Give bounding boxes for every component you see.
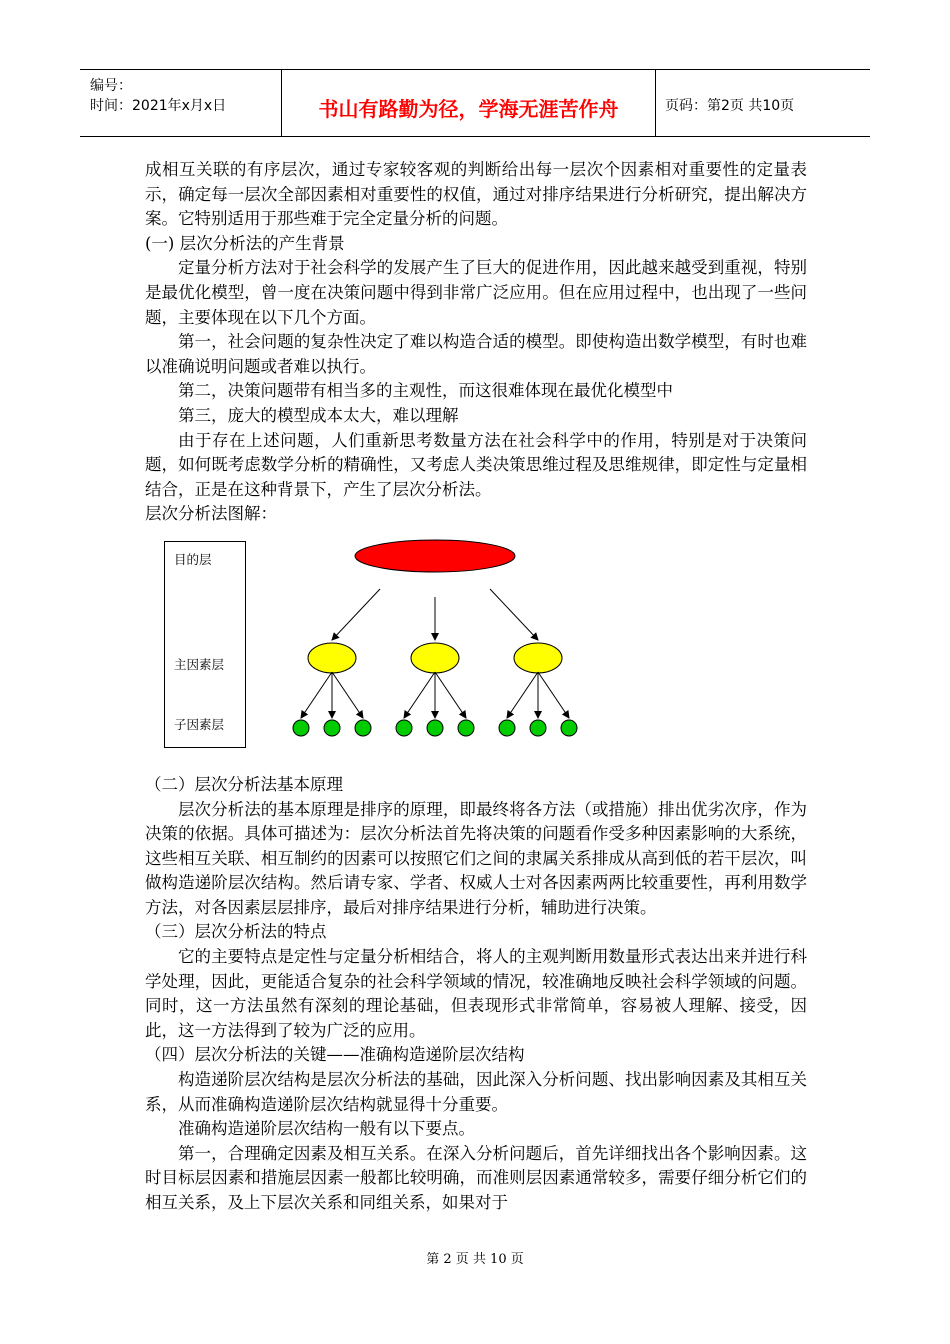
hierarchy-diagram [164, 537, 624, 752]
time-label: 时间：2021年x月x日 [90, 98, 227, 114]
paragraph: 准确构造递阶层次结构一般有以下要点。 [178, 1119, 475, 1139]
number-label: 编号： [90, 78, 132, 94]
hierarchy-graphic [164, 537, 624, 752]
header-divider [655, 70, 656, 136]
arrow [490, 589, 538, 640]
main-factor-layer-label: 主因素层 [174, 657, 225, 672]
arrow [435, 672, 466, 718]
main-to-sub-arrows [301, 672, 569, 718]
section-heading: （三）层次分析法的特点 [145, 922, 327, 942]
goal-layer-label: 目的层 [174, 552, 212, 567]
paragraph: 由于存在上述问题，人们重新思考数量方法在社会科学中的作用，特别是对于决策问题，如何既考虑数学分析的精确性，又考虑人类决策思维过程及思维规律，即定性与定量相结合，正是在这种背景下，产生了层次分析法。 [145, 430, 807, 499]
diagram-caption: 层次分析法图解： [145, 504, 277, 524]
paragraph: 构造递阶层次结构是层次分析法的基础，因此深入分析问题、找出影响因素及其相互关系，从而准确构造递阶层次结构就显得十分重要。 [145, 1070, 807, 1114]
section-heading: （二）层次分析法基本原理 [145, 774, 343, 794]
arrow [332, 672, 363, 718]
paragraph: 第二，决策问题带有相当多的主观性，而这很难体现在最优化模型中 [178, 381, 673, 401]
section-heading: （四）层次分析法的关键——准确构造递阶层次结构 [145, 1045, 525, 1065]
sub-factor-layer-label: 子因素层 [174, 717, 225, 732]
paragraph: 第一，合理确定因素及相互关系。在深入分析问题后，首先详细找出各个影响因素。这时目标层因素和措施层因素一般都比较明确，而准则层因素通常较多，需要仔细分析它们的相互关系，及上下层次关系和同组关系，如果对于 [145, 1143, 807, 1212]
arrow [507, 672, 538, 718]
paragraph: 成相互关联的有序层次，通过专家较客观的判断给出每一层次个因素相对重要性的定量表示，确定每一层次全部因素相对重要性的权值，通过对排序结果进行分析研究，提出解决方案。它特别适用于那些难于完全定量分析的问题。 [145, 160, 807, 229]
page-header [80, 69, 870, 137]
page-footer: 第 2 页 共 10 页 [426, 1252, 524, 1267]
sub-factor-node [499, 720, 515, 736]
arrow [538, 672, 569, 718]
sub-factor-node [427, 720, 443, 736]
main-factor-node [308, 643, 356, 673]
header-meta [90, 76, 226, 116]
arrow [404, 672, 435, 718]
main-factor-node [514, 643, 562, 673]
goal-node [355, 540, 515, 572]
arrow [332, 589, 380, 640]
sub-factor-node [561, 720, 577, 736]
section-heading: (一) 层次分析法的产生背景 [145, 233, 345, 253]
sub-factor-node [324, 720, 340, 736]
main-factor-node [411, 643, 459, 673]
sub-factor-node [355, 720, 371, 736]
sub-factor-node [396, 720, 412, 736]
paragraph: 定量分析方法对于社会科学的发展产生了巨大的促进作用，因此越来越受到重视，特别是最优化模型，曾一度在决策问题中得到非常广泛应用。但在应用过程中，也出现了一些问题，主要体现在以下几个方面。 [145, 258, 807, 327]
paragraph: 第三，庞大的模型成本太大，难以理解 [178, 405, 459, 425]
header-motto: 书山有路勤为径，学海无涯苦作舟 [318, 97, 619, 121]
goal-to-main-arrows [332, 589, 538, 640]
header-page-info: 页码：第2页 共10页 [665, 98, 795, 114]
sub-factor-nodes [293, 720, 577, 736]
sub-factor-node [293, 720, 309, 736]
main-factor-nodes [308, 643, 562, 673]
paragraph: 它的主要特点是定性与定量分析相结合，将人的主观判断用数量形式表达出来并进行科学处理，因此，更能适合复杂的社会科学领域的情况，较准确地反映社会科学领域的问题。同时，这一方法虽然有深刻的理论基础，但表现形式非常简单，容易被人理解、接受，因此，这一方法得到了较为广泛的应用。 [145, 947, 807, 1040]
arrow [301, 672, 332, 718]
sub-factor-node [458, 720, 474, 736]
sub-factor-node [530, 720, 546, 736]
paragraph: 第一，社会问题的复杂性决定了难以构造合适的模型。即使构造出数学模型，有时也难以准确说明问题或者难以执行。 [145, 332, 807, 376]
paragraph: 层次分析法的基本原理是排序的原理，即最终将各方法（或措施）排出优劣次序，作为决策的依据。具体可描述为：层次分析法首先将决策的问题看作受多种因素影响的大系统，这些相互关联、相互制约的因素可以按照它们之间的隶属关系排成从高到低的若干层次，叫做构造递阶层次结构。然后请专家、学者、权威人士对各因素两两比较重要性，再利用数学方法，对各因素层层排序，最后对排序结果进行分析，辅助进行决策。 [145, 799, 807, 917]
